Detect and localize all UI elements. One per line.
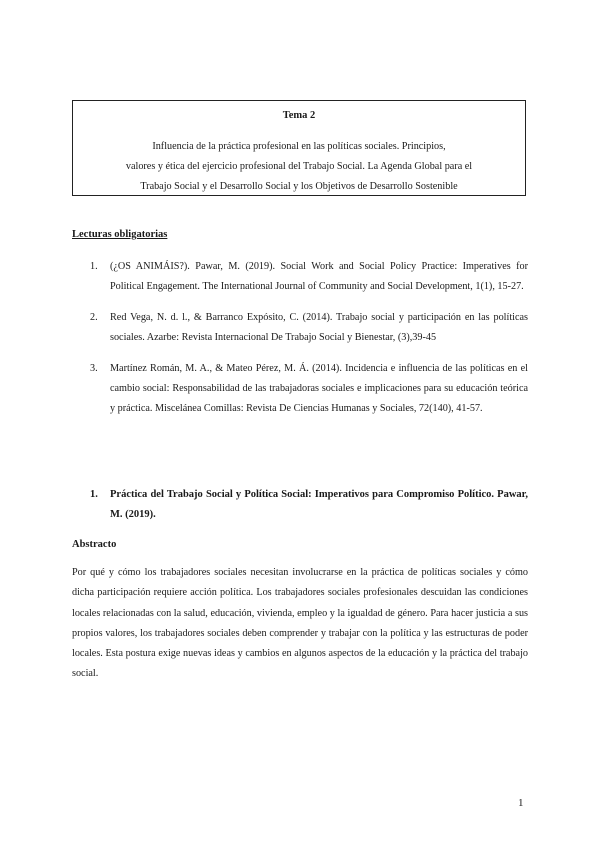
topic-subtitle-line: Trabajo Social y el Desarrollo Social y los Objetivos de Desarrollo Sostenible bbox=[140, 181, 458, 192]
topic-title: Tema 2 bbox=[282, 110, 316, 121]
reading-item bbox=[72, 359, 528, 419]
section-1-title: Práctica del Trabajo Social y Política Social: Imperativos para Compromiso Político. Pawar, M. (2019). bbox=[110, 489, 528, 520]
topic-subtitle-line: Influencia de la práctica profesional en las políticas sociales. Principios, bbox=[152, 141, 446, 152]
abstract-heading: Abstracto bbox=[72, 539, 117, 550]
reading-number: 3. bbox=[90, 363, 98, 374]
reading-number: 1. bbox=[90, 261, 98, 272]
section-1-number: 1. bbox=[90, 489, 98, 500]
topic-subtitle bbox=[93, 137, 505, 197]
section-1-heading bbox=[72, 485, 528, 525]
page-number: 1 bbox=[518, 797, 524, 809]
topic-subtitle-line: valores y ética del ejercicio profesional del Trabajo Social. La Agenda Global para el bbox=[125, 161, 473, 172]
topic-title-box bbox=[72, 100, 526, 196]
reading-number: 2. bbox=[90, 312, 98, 323]
readings-heading: Lecturas obligatorias bbox=[72, 229, 168, 240]
readings-list bbox=[72, 257, 528, 430]
reading-text: Red Vega, N. d. l., & Barranco Expósito, C. (2014). Trabajo social y participación en las políticas sociales. Azarbe: Revista Internacional De Trabajo Social y Bienestar, (3),39-45 bbox=[110, 312, 528, 343]
reading-text: Martínez Román, M. A., & Mateo Pérez, M. Á. (2014). Incidencia e influencia de las políticas en el cambio social: Responsabilidad de las trabajadoras sociales e implicaciones para su educación teórica y práctica. Miscelánea Comillas: Revista De Ciencias Humanas y Sociales, 72(140), 41-57. bbox=[110, 363, 528, 414]
reading-item bbox=[72, 257, 528, 297]
reading-text: (¿OS ANIMÁIS?). Pawar, M. (2019). Social Work and Social Policy Practice: Imperatives for Political Engagement. The International Journal of Community and Social Development, 1(1), 15-27. bbox=[110, 261, 528, 292]
reading-item bbox=[72, 308, 528, 348]
abstract-body: Por qué y cómo los trabajadores sociales necesitan involucrarse en la práctica de políticas sociales y cómo dicha participación requiere acción política. Los trabajadores sociales profesionales descuidan las condiciones locales relacionadas con la salud, educación, vivienda, empleo y la igualdad de género. Para hacer justicia a sus propios valores, los trabajadores sociales deben comprender y trabajar con la política y las estructuras de poder locales. Esta postura exige nuevas ideas y cambios en algunos aspectos de la educación y la práctica del trabajo social. bbox=[72, 567, 528, 680]
